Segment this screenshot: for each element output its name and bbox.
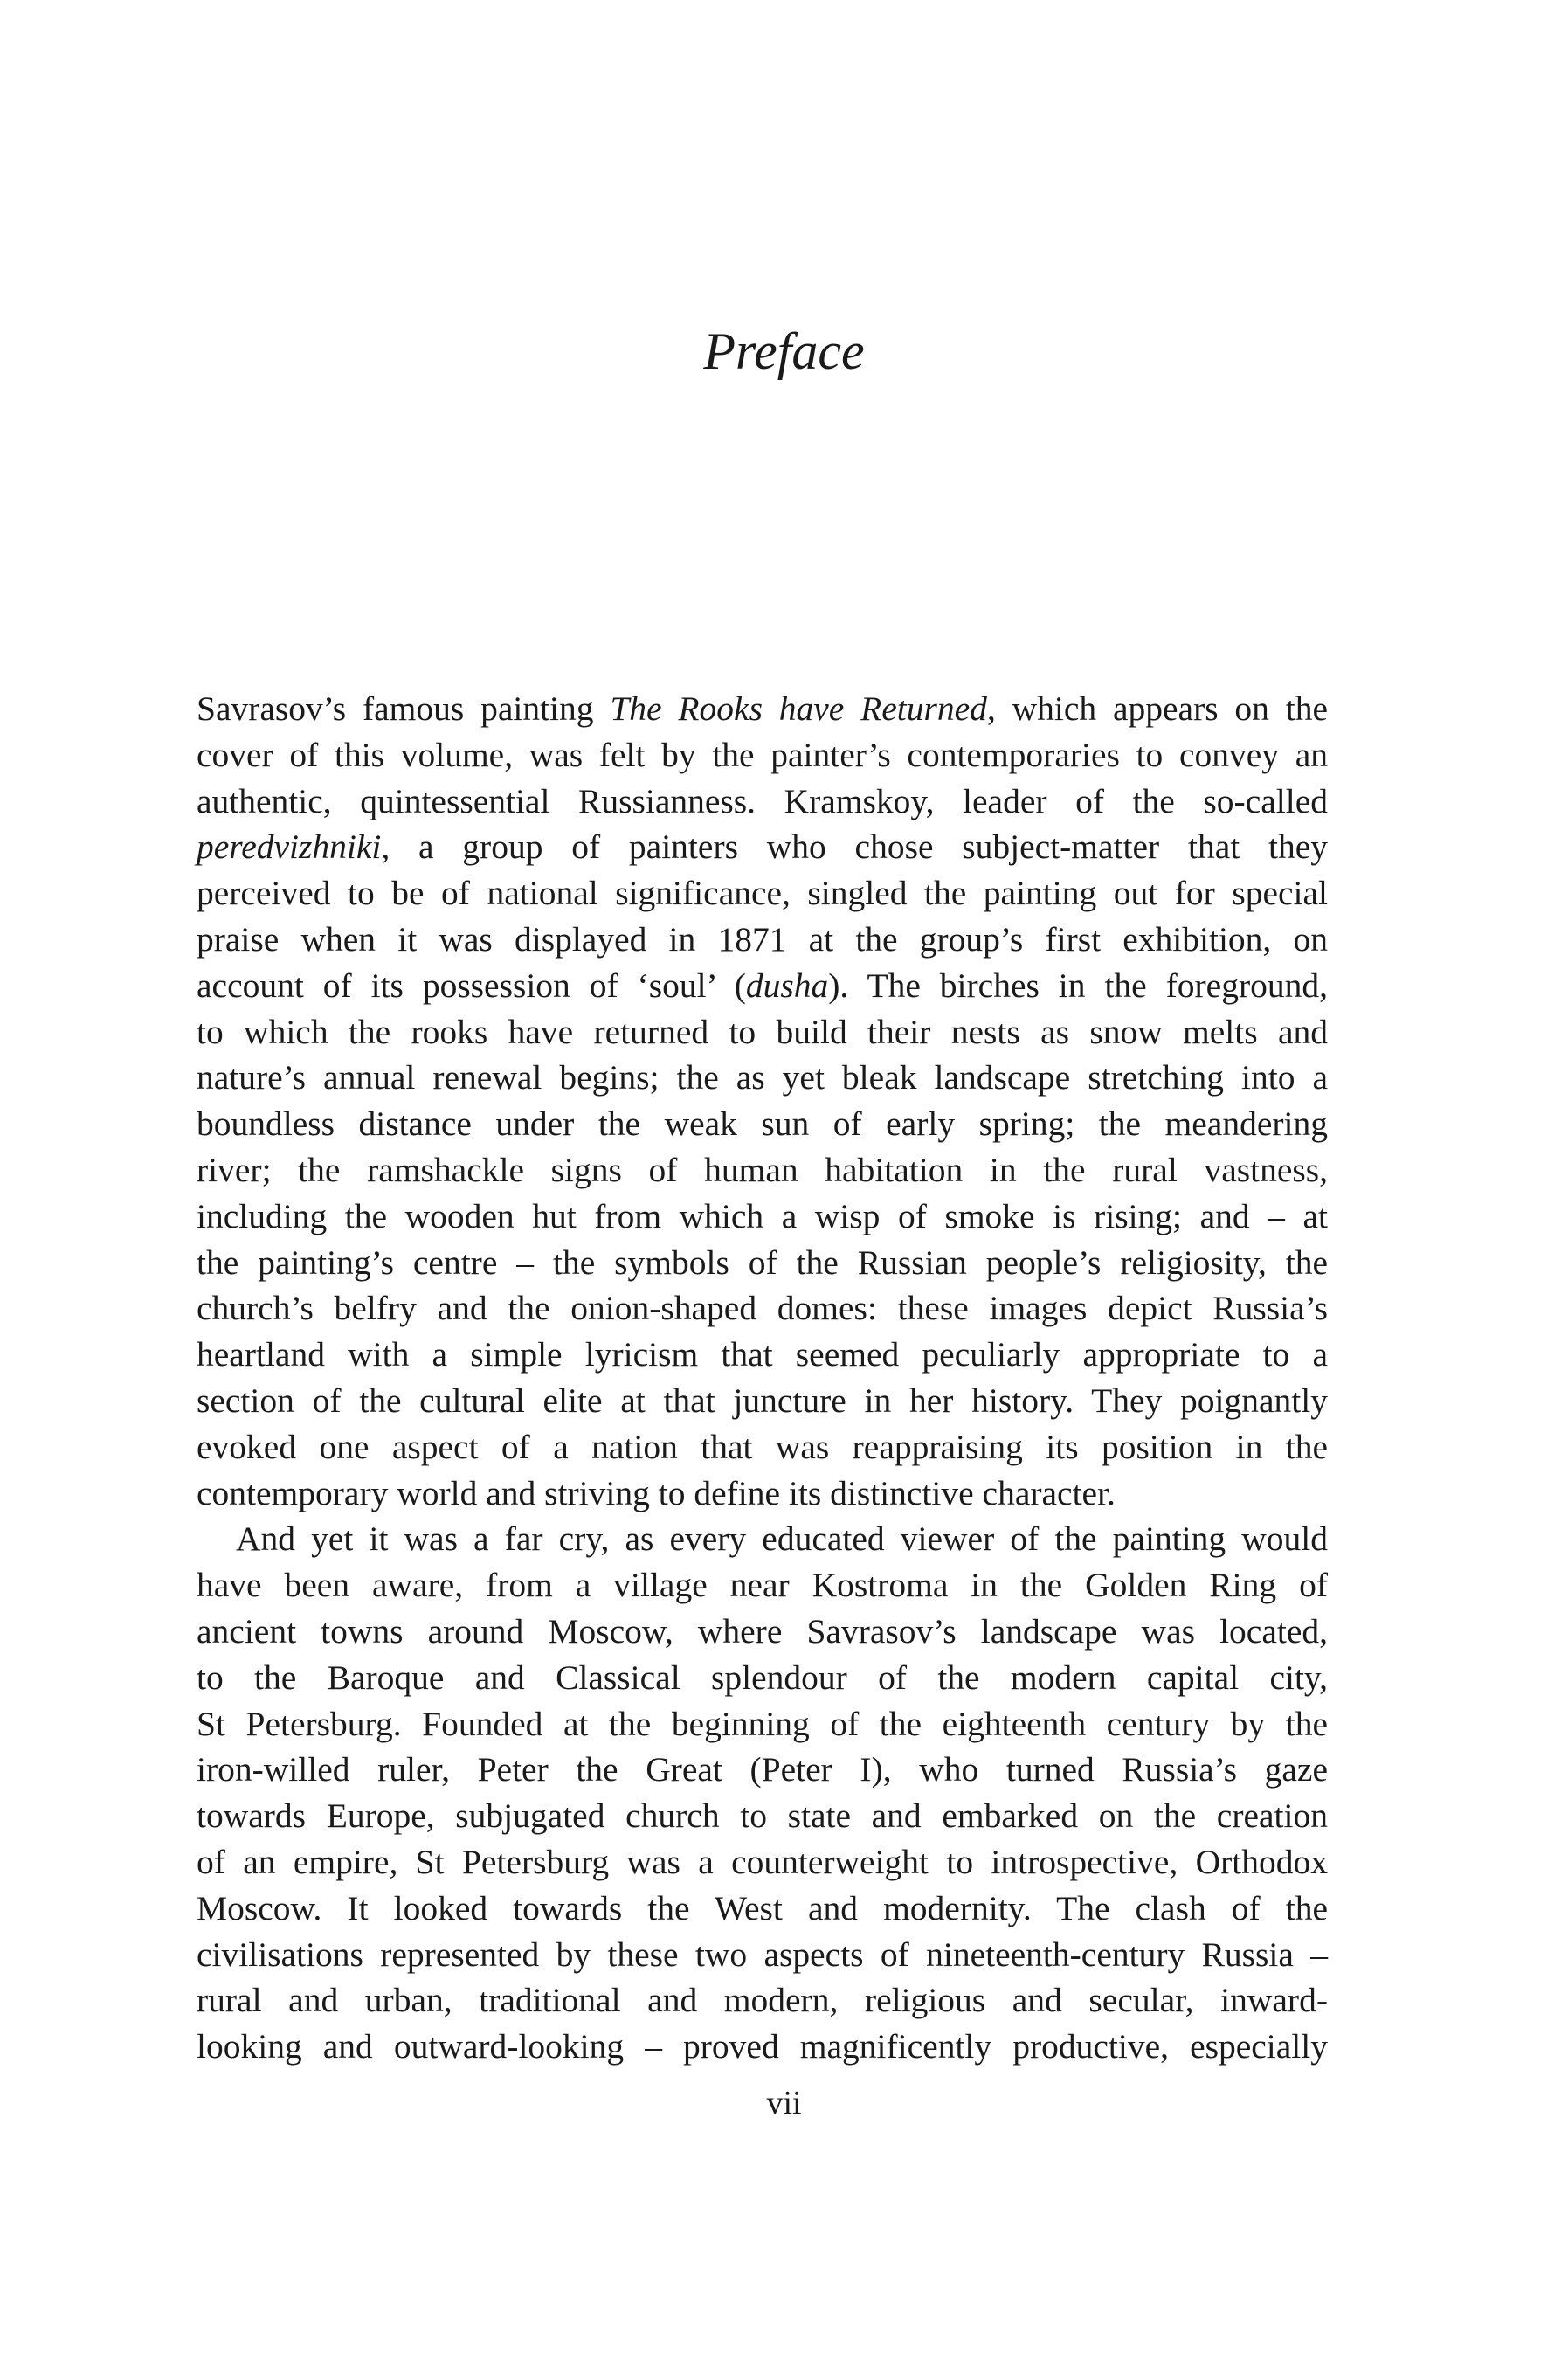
text-line [197,1655,1328,1701]
text-line [197,1793,1328,1839]
text-line [197,1609,1328,1655]
text-segment: contemporary world and striving to define its distinctive character. [197,1473,1116,1512]
italic-text: The Rooks have Returned [610,689,987,728]
text-segment: Moscow. It looked towards the West and modernity. The clash of the [197,1888,1328,1927]
italic-text: peredvizhniki [197,827,382,867]
text-line [197,1285,1328,1332]
text-segment: civilisations represented by these two aspects of nineteenth-century Russia – [197,1934,1328,1974]
text-line [197,1932,1328,1978]
text-segment: nature’s annual renewal begins; the as yet bleak landscape stretching into a [197,1058,1328,1097]
text-segment: cover of this volume, was felt by the painter’s contemporaries to convey an [197,735,1328,774]
text-line [197,1055,1328,1101]
text-segment: to the Baroque and Classical splendour of the modern capital city, [197,1657,1328,1697]
text-segment: church’s belfry and the onion-shaped domes: these images depict Russia’s [197,1289,1328,1328]
text-segment: St Petersburg. Founded at the beginning of the eighteenth century by the [197,1704,1328,1743]
text-segment: heartland with a simple lyricism that seemed peculiarly appropriate to a [197,1335,1328,1374]
text-line [197,779,1328,825]
text-line [197,1839,1328,1886]
text-line [197,1240,1328,1286]
text-segment: ). The birches in the foreground, [828,965,1328,1005]
text-segment: boundless distance under the weak sun of early spring; the meandering [197,1104,1328,1144]
text-segment: rural and urban, traditional and modern, religious and secular, inward- [197,1981,1328,2020]
paragraph [197,686,1328,1516]
text-segment: to which the rooks have returned to build their nests as snow melts and [197,1012,1328,1051]
text-line [197,2024,1328,2070]
text-segment: , a group of painters who chose subject-matter that they [381,827,1328,867]
text-line [197,1701,1328,1747]
text-line [197,1147,1328,1194]
text-line [197,1101,1328,1147]
text-line [197,824,1328,870]
page-number: vii [766,2085,802,2121]
text-line [197,1009,1328,1055]
text-segment: account of its possession of ‘soul’ ( [197,965,746,1005]
text-segment: ancient towns around Moscow, where Savrasov’s landscape was located, [197,1611,1328,1651]
text-segment: Savrasov’s famous painting [197,689,611,728]
text-segment: including the wooden hut from which a wisp of smoke is rising; and – at [197,1196,1328,1235]
text-segment: praise when it was displayed in 1871 at the group’s first exhibition, on [197,919,1328,959]
text-line [197,1332,1328,1378]
text-line [197,1471,1328,1517]
text-line [197,1886,1328,1932]
italic-text: dusha [745,965,829,1005]
text-segment: towards Europe, subjugated church to state and embarked on the creation [197,1796,1328,1836]
text-segment: river; the ramshackle signs of human habitation in the rural vastness, [197,1150,1328,1189]
text-segment: And yet it was a far cry, as every educated viewer of the painting would [236,1519,1328,1559]
text-line [197,732,1328,779]
text-line [197,1194,1328,1240]
text-segment: perceived to be of national significance, singled the painting out for special [197,874,1328,913]
text-line [197,1424,1328,1471]
body-text [197,686,1328,2070]
text-segment: looking and outward-looking – proved magnificently productive, especially [197,2027,1328,2066]
text-line [197,963,1328,1009]
text-line [197,1562,1328,1609]
text-line [197,1378,1328,1424]
text-segment: of an empire, St Petersburg was a counterweight to introspective, Orthodox [197,1842,1328,1881]
text-segment: section of the cultural elite at that juncture in her history. They poignantly [197,1381,1328,1420]
text-line [197,917,1328,963]
text-line [197,686,1328,732]
text-line [197,1747,1328,1793]
text-segment: authentic, quintessential Russianness. Kramskoy, leader of the so-called [197,781,1328,820]
text-line [197,1977,1328,2024]
text-segment: iron-willed ruler, Peter the Great (Peter I), who turned Russia’s gaze [197,1750,1328,1789]
text-segment: evoked one aspect of a nation that was reappraising its position in the [197,1427,1328,1466]
text-segment: have been aware, from a village near Kostroma in the Golden Ring of [197,1566,1328,1605]
text-segment: the painting’s centre – the symbols of the Russian people’s religiosity, the [197,1242,1328,1282]
text-line [197,1516,1328,1562]
text-line [197,870,1328,917]
text-segment: , which appears on the [986,689,1328,728]
page-title: Preface [703,322,865,380]
paragraph [197,1516,1328,2070]
